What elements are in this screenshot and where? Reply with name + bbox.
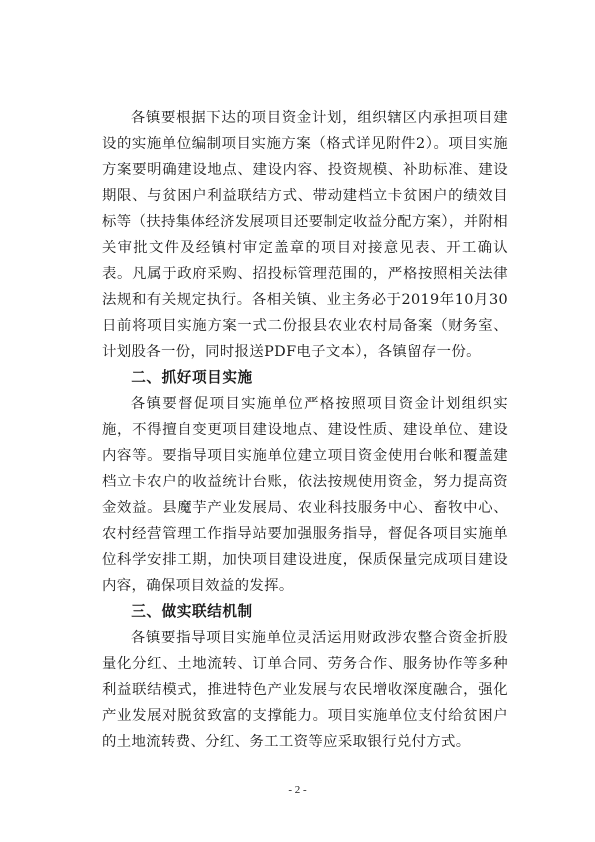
section-heading-implementation: 二、抓好项目实施 [131,369,253,386]
section-heading-linkage: 三、做实联结机制 [131,603,253,620]
paragraph-project-plan: 各镇要根据下达的项目资金计划，组织辖区内承担项目建设的实施单位编制项目实施方案（格式详见附件2）。项目实施方案要明确建设地点、建设内容、投资规模、补助标准、建设期限、与贫困户利益联结方式、带动建档立卡贫困户的绩效目标等（扶持集体经济发展项目还要制定收益分配方案），并附相关审批文件及经镇村审定盖章的项目对接意见表、开工确认表。凡属于政府采购、招投标管理范围的，严格按照相关法律法规和有关规定执行。各相关镇、业主务必于2019年10月30日前将项目实施方案一式二份报县农业农村局备案（财务室、计划股各一份，同时报送PDF电子文本），各镇留存一份。 [102,110,508,360]
document-body [102,105,508,755]
page-number: - 2 - [288,784,307,796]
paragraph-linkage: 各镇要指导项目实施单位灵活运用财政涉农整合资金折股量化分红、土地流转、订单合同、劳务合作、服务协作等多种利益联结模式，推进特色产业发展与农民增收深度融合，强化产业发展对脱贫致富的支撑能力。项目实施单位支付给贫困户的土地流转费、分红、务工工资等应采取银行兑付方式。 [102,630,508,750]
paragraph-implementation: 各镇要督促项目实施单位严格按照项目资金计划组织实施，不得擅自变更项目建设地点、建设性质、建设单位、建设内容等。要指导项目实施单位建立项目资金使用台帐和覆盖建档立卡农户的收益统计台账，依法按规使用资金，努力提高资金效益。县魔芋产业发展局、农业科技服务中心、畜牧中心、农村经营管理工作指导站要加强服务指导，督促各项目实施单位科学安排工期，加快项目建设进度，保质保量完成项目建设内容，确保项目效益的发挥。 [102,396,508,594]
